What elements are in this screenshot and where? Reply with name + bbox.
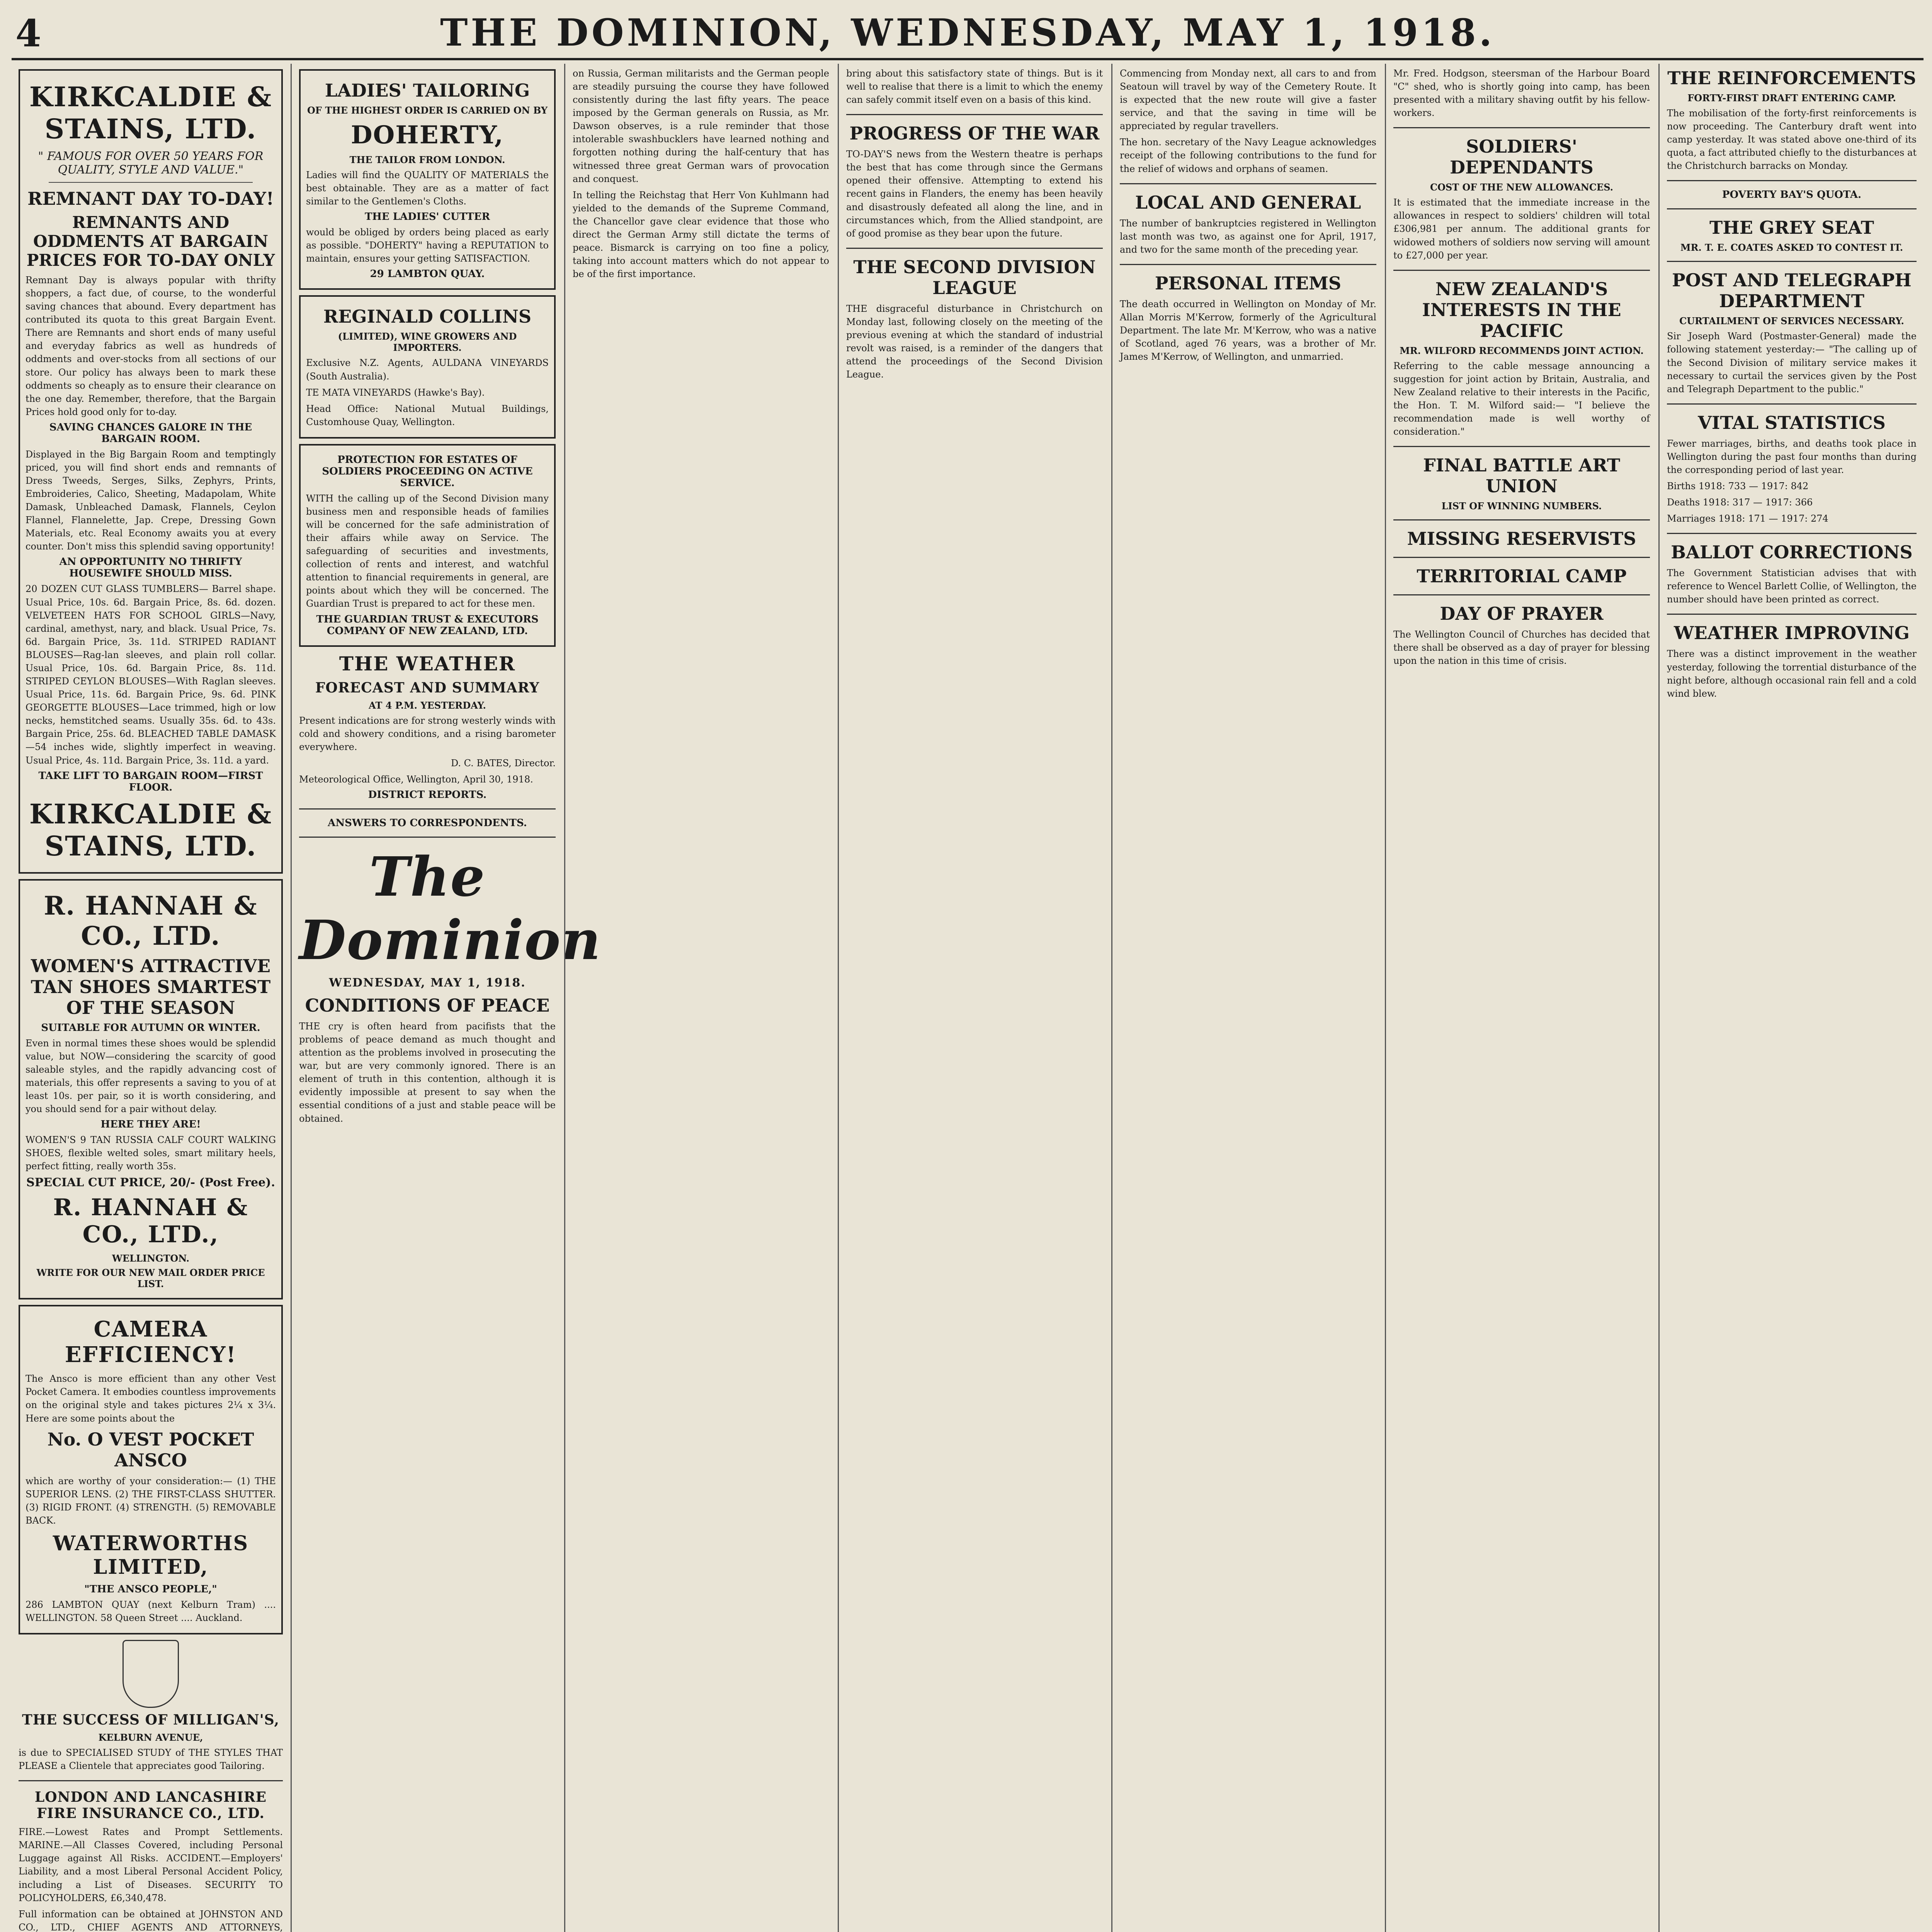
dominion-date: WEDNESDAY, MAY 1, 1918. bbox=[329, 976, 526, 990]
divider bbox=[299, 808, 556, 810]
special-price: SPECIAL CUT PRICE, 20/- (Post Free). bbox=[26, 1176, 275, 1190]
hannah-location: WELLINGTON. bbox=[112, 1253, 190, 1264]
column-3 bbox=[566, 64, 836, 1932]
waterworths-title: WATERWORTHS LIMITED, bbox=[53, 1531, 249, 1579]
column-1 bbox=[12, 64, 290, 1932]
column-rule bbox=[838, 64, 839, 1932]
reginald-collins-title: REGINALD COLLINS bbox=[323, 306, 532, 327]
reginald-collins-ad bbox=[299, 295, 556, 438]
vital-statistics-heading: VITAL STATISTICS bbox=[1698, 412, 1886, 433]
saving-heading: SAVING CHANCES GALORE IN THE BARGAIN ROOM. bbox=[49, 421, 252, 445]
doherty-body: Ladies will find the QUALITY OF MATERIALS the best obtainable. They are as a matter of fact similar to the Gentlemen's Cloths. bbox=[306, 170, 549, 207]
doherty-sub: THE TAILOR FROM LONDON. bbox=[349, 154, 505, 165]
reginald-collins-agents: Exclusive N.Z. Agents, AULDANA VINEYARDS (South Australia). bbox=[306, 357, 549, 382]
newspaper-page bbox=[12, 64, 1923, 1932]
london-lancashire-heading: LONDON AND LANCASHIRE FIRE INSURANCE CO., LTD. bbox=[34, 1789, 267, 1822]
weather-office: Meteorological Office, Wellington, April 30, 1918. bbox=[299, 774, 533, 785]
bargain-items: 20 DOZEN CUT GLASS TUMBLERS— Barrel shape. Usual Price, 10s. 6d. Bargain Price, 8s. 6d. dozen. VELVETEEN HATS FOR SCHOOL GIRLS—Navy, cardinal, amethyst, nary, and black. Usual Price, 7s. 6d. Bargain Price, 3s. 11d. STRIPED RADIANT BLOUSES—Rag-lan sleeves, and plain roll collar. Usual Price, 10s. 6d. Bargain Price, 8s. 11d. STRIPED CEYLON BLOUSES—With Raglan sleeves. Usual Price, 11s. 6d. Bargain Price, 9s. 6d. PINK GEORGETTE BLOUSES—Lace trimmed, high or low necks, hemstitched seams. Usually 35s. 6d. to 43s. Bargain Price, 25s. 6d. BLEACHED TABLE DAMASK—54 inches wide, slightly imperfect in weaving. Usual Price, 4s. 11d. Bargain Price, 3s. 11d. a yard. bbox=[26, 583, 276, 766]
vital-row: Marriages 1918: 171 — 1917: 274 bbox=[1667, 513, 1828, 524]
kirkcaldie-ad bbox=[19, 69, 283, 874]
post-telegraph-body: Sir Joseph Ward (Postmaster-General) made the following statement yesterday:— "The calling up of the Second Division of military service makes it necessary to curtail the services given by the Post and Telegraph Department to the public." bbox=[1667, 331, 1917, 395]
column-rule bbox=[1111, 64, 1112, 1932]
conditions-of-peace-body: THE cry is often heard from pacifists that the problems of peace demand as much thought and attention as the problems involved in prosecuting the war, but are very commonly ignored. There is an element of truth in this contention, although it is evidently impossible at present to say when the essential conditions of a just and stable peace will be obtained. bbox=[299, 1020, 556, 1124]
protection-heading: PROTECTION FOR ESTATES OF SOLDIERS PROCEEDING ON ACTIVE SERVICE. bbox=[322, 454, 533, 489]
kirkcaldie-title: KIRKCALDIE & STAINS, LTD. bbox=[29, 81, 272, 145]
hodgson-news: Mr. Fred. Hodgson, steersman of the Harbour Board "C" shed, who is shortly going into camp, has been presented with a military shaving outfit by his fellow-workers. bbox=[1393, 68, 1650, 119]
masthead-rule bbox=[12, 58, 1923, 60]
london-lancashire-body: FIRE.—Lowest Rates and Prompt Settlements. MARINE.—All Classes Covered, including Personal Luggage against All Risks. ACCIDENT.—Employers' Liability, and a most Liberal Personal Accident Policy, including a List of Diseases. SECURITY TO POLICYHOLDERS, £6,340,478. bbox=[19, 1827, 283, 1903]
opportunity-heading: AN OPPORTUNITY NO THRIFTY HOUSEWIFE SHOULD MISS. bbox=[59, 556, 242, 580]
milligans-heading: THE SUCCESS OF MILLIGAN'S, bbox=[22, 1712, 280, 1728]
divider bbox=[299, 837, 556, 838]
camera-points: which are worthy of your consideration:— (1) THE SUPERIOR LENS. (2) THE FIRST-CLASS SHUTTER. (3) RIGID FRONT. (4) STRENGTH. (5) REMOVABLE BACK. bbox=[26, 1475, 276, 1526]
nz-interests-heading: NEW ZEALAND'S INTERESTS IN THE PACIFIC bbox=[1422, 278, 1621, 341]
editorial-body: In telling the Reichstag that Herr Von Kuhlmann had yielded to the demands of the Supreme Command, the Chancellor gave clear evidence that those who direct the German Army still dictate the terms of peace. Bismarck is carrying on too fine a policy, taking into account matters which do not appear to be of the first importance. bbox=[573, 189, 829, 280]
camera-heading: CAMERA EFFICIENCY! bbox=[65, 1316, 237, 1368]
column-4 bbox=[839, 64, 1110, 1932]
grey-seat-heading: THE GREY SEAT bbox=[1709, 217, 1874, 238]
divider bbox=[1667, 261, 1917, 262]
reinforcements-body: The mobilisation of the forty-first reinforcements is now proceeding. The Canterbury draft went into camp yesterday. It was stated above one-third of its quota, a fact attributed chiefly to the disturbances at the Christchurch barracks on Monday. bbox=[1667, 108, 1917, 172]
ladies-cutter-heading: THE LADIES' CUTTER bbox=[364, 211, 490, 223]
day-of-prayer-body: The Wellington Council of Churches has decided that there shall be observed as a day of prayer for blessing upon the nation in this time of crisis. bbox=[1393, 629, 1650, 667]
editorial-continued: on Russia, German militarists and the German people are steadily pursuing the course they have followed consistently during the last fifty years. The peace imposed by the German generals on Russia, as Mr. Dawson observes, is a rule reminder that those intolerable swashbucklers have learned nothing and forgotten nothing during the half-century that has witnessed three great German wars of provocation and conquest. bbox=[573, 68, 829, 184]
post-telegraph-sub: CURTAILMENT OF SERVICES NECESSARY. bbox=[1679, 315, 1904, 327]
saving-body: Displayed in the Big Bargain Room and temptingly priced, you will find short ends and remnants of Dress Tweeds, Serges, Silks, Zephyrs, Prints, Embroideries, Calico, Sheeting, Madapolam, White Damask, Unbleached Damask, Flannels, Ceylon Flannel, Flannelette, Jap. Crepe, Dressing Gown Materials, etc. Real Economy awaits you at every counter. Don't miss this splendid saving opportunity! bbox=[26, 449, 276, 552]
ballot-corrections-body: The Government Statistician advises that with reference to Wencel Barlett Collie, of Wellington, the number should have been printed as correct. bbox=[1667, 568, 1917, 605]
london-lancashire-agents: Full information can be obtained at JOHNSTON AND CO., LTD., CHIEF AGENTS AND ATTORNEYS, bbox=[19, 1908, 283, 1932]
art-union-sub: LIST OF WINNING NUMBERS. bbox=[1441, 500, 1602, 512]
navy-league-news: The hon. secretary of the Navy League acknowledges receipt of the following contributions to the fund for the relief of widows and orphans of seamen. bbox=[1120, 137, 1376, 174]
protection-body: WITH the calling up of the Second Division many business men and responsible heads of families will be concerned for the safe administration of their affairs while away on Service. The safeguarding of securities and investments, collection of rents and interest, and watchful attention to financial requirements in general, are points about which they will be concerned. The Guardian Trust is prepared to act for these men. bbox=[306, 493, 549, 609]
divider bbox=[1667, 614, 1917, 615]
page-number: 4 bbox=[15, 12, 41, 55]
missing-reservists-heading: MISSING RESERVISTS bbox=[1407, 528, 1636, 549]
reginald-collins-sub: (LIMITED), WINE GROWERS AND IMPORTERS. bbox=[338, 331, 517, 354]
remnant-day-heading: REMNANT DAY TO-DAY! bbox=[27, 188, 274, 209]
hannah-title-footer: R. HANNAH & CO., LTD., bbox=[53, 1194, 248, 1248]
poverty-bay-heading: POVERTY BAY'S QUOTA. bbox=[1722, 189, 1862, 201]
te-mata-vineyards: TE MATA VINEYARDS (Hawke's Bay). bbox=[306, 387, 485, 398]
ballot-corrections-heading: BALLOT CORRECTIONS bbox=[1671, 542, 1913, 563]
doherty-title: DOHERTY, bbox=[351, 121, 504, 150]
hannah-heading: WOMEN'S ATTRACTIVE TAN SHOES SMARTEST OF THE SEASON bbox=[31, 955, 271, 1018]
reinforcements-sub: FORTY-FIRST DRAFT ENTERING CAMP. bbox=[1687, 92, 1896, 104]
day-of-prayer-heading: DAY OF PRAYER bbox=[1440, 603, 1604, 624]
hannah-ad bbox=[19, 879, 283, 1300]
milligans-crest-logo bbox=[122, 1640, 179, 1708]
weather-body: Present indications are for strong westerly winds with cold and showery conditions, and a rising barometer everywhere. bbox=[299, 715, 556, 752]
camera-ad bbox=[19, 1305, 283, 1634]
weather-time: AT 4 P.M. YESTERDAY. bbox=[369, 699, 486, 711]
grey-seat-sub: MR. T. E. COATES ASKED TO CONTEST IT. bbox=[1680, 242, 1903, 253]
column-6 bbox=[1386, 64, 1657, 1932]
dependants-sub: COST OF THE NEW ALLOWANCES. bbox=[1430, 182, 1614, 193]
remnants-heading: REMNANTS AND ODDMENTS AT BARGAIN PRICES FOR TO-DAY ONLY bbox=[26, 213, 275, 270]
weather-signature: D. C. BATES, Director. bbox=[451, 757, 556, 769]
district-reports-heading: DISTRICT REPORTS. bbox=[368, 789, 487, 801]
divider bbox=[1667, 403, 1917, 405]
doherty-ad bbox=[299, 69, 556, 290]
reinforcements-heading: THE REINFORCEMENTS bbox=[1667, 68, 1916, 88]
editorial-continued-2: bring about this satisfactory state of things. But is it well to realise that there is a limit to which the enemy can safely commit itself even on a basis of this kind. bbox=[846, 68, 1103, 105]
divider bbox=[1667, 180, 1917, 181]
waterworths-address: 286 LAMBTON QUAY (next Kelburn Tram) .... WELLINGTON. 58 Queen Street .... Auckland. bbox=[26, 1599, 276, 1623]
dominion-nameplate: The Dominion bbox=[299, 845, 602, 972]
ladies-sub: OF THE HIGHEST ORDER IS CARRIED ON BY bbox=[307, 105, 548, 116]
divider bbox=[846, 114, 1103, 115]
guardian-trust-ad bbox=[299, 444, 556, 647]
column-rule bbox=[564, 64, 565, 1932]
nz-interests-body: Referring to the cable message announcing a suggestion for joint action by Britain, Australia, and New Zealand relative to their interests in the Pacific, the Hon. T. M. Wilford said:— "I believe the recommendation made is well worthy of consideration." bbox=[1393, 360, 1650, 437]
tram-news: Commencing from Monday next, all cars to and from Seatoun will travel by way of the Cemetery Route. It is expected that the new route will give a faster service, and that the saving in time will be appreciated by regular travellers. bbox=[1120, 68, 1376, 132]
personal-items-body: The death occurred in Wellington on Monday of Mr. Allan Morris M'Kerrow, formerly of the Agricultural Department. The late Mr. M'Kerrow, who was a native of Scotland, aged 76 years, was a brother of Mr. James M'Kerrow, of Wellington, and unmarried. bbox=[1120, 298, 1376, 362]
vital-row: Deaths 1918: 317 — 1917: 366 bbox=[1667, 497, 1813, 508]
post-telegraph-heading: POST AND TELEGRAPH DEPARTMENT bbox=[1672, 270, 1912, 312]
divider bbox=[1667, 533, 1917, 534]
divider bbox=[1393, 594, 1650, 595]
divider bbox=[1393, 270, 1650, 271]
column-5 bbox=[1113, 64, 1383, 1932]
personal-items-heading: PERSONAL ITEMS bbox=[1155, 272, 1342, 294]
masthead bbox=[0, 0, 1932, 58]
dependants-body: It is estimated that the immediate increase in the allowances in respect to soldiers' children will total £306,981 per annum. The additional grants for widowed mothers of soldiers now serving will amount to £27,000 per year. bbox=[1393, 197, 1650, 261]
ansco-people: "THE ANSCO PEOPLE," bbox=[84, 1583, 217, 1595]
newspaper-title: THE DOMINION, WEDNESDAY, MAY 1, 1918. bbox=[440, 11, 1495, 54]
divider bbox=[1120, 264, 1376, 265]
vital-row: Births 1918: 733 — 1917: 842 bbox=[1667, 481, 1809, 492]
hannah-body: Even in normal times these shoes would be splendid value, but NOW—considering the scarcity of good saleable styles, and the rapidly advancing cost of materials, this offer represents a saving to you of at least 10s. per pair, so it is worth considering, and you should send for a pair without delay. bbox=[26, 1037, 276, 1114]
second-division-body: THE disgraceful disturbance in Christchurch on Monday last, following closely on the meeting of the previous evening at which the standard of industrial revolt was raised, is a reminder of the dangers that attend the proceedings of the Second Division League. bbox=[846, 303, 1103, 380]
divider bbox=[49, 182, 253, 183]
here-they-are: HERE THEY ARE! bbox=[100, 1119, 201, 1131]
nz-interests-sub: MR. WILFORD RECOMMENDS JOINT ACTION. bbox=[1400, 345, 1644, 356]
ladies-tailoring-heading: LADIES' TAILORING bbox=[325, 80, 530, 101]
lift-note: TAKE LIFT TO BARGAIN ROOM—FIRST FLOOR. bbox=[38, 770, 263, 793]
doherty-address: 29 LAMBTON QUAY. bbox=[370, 268, 485, 280]
divider bbox=[1393, 127, 1650, 128]
divider bbox=[846, 248, 1103, 249]
camera-model: No. O VEST POCKET ANSCO bbox=[47, 1429, 254, 1471]
column-rule bbox=[1385, 64, 1386, 1932]
column-rule bbox=[1658, 64, 1660, 1932]
progress-of-war-heading: PROGRESS OF THE WAR bbox=[849, 123, 1100, 144]
art-union-heading: FINAL BATTLE ART UNION bbox=[1423, 455, 1620, 497]
local-and-general-body: The number of bankruptcies registered in Wellington last month was two, as against one for April, 1917, and two for the same month of the preceding year. bbox=[1120, 218, 1376, 255]
dependants-heading: SOLDIERS' DEPENDANTS bbox=[1450, 136, 1594, 178]
progress-of-war-body: TO-DAY'S news from the Western theatre is perhaps the best that has come through since the Germans opened their offensive. Attempting to extend his recent gains in Flanders, the enemy has been heavily and disastrously defeated all along the line, and in circumstances which, from the Allied standpoint, are of good promise as they bear upon the future. bbox=[846, 149, 1103, 239]
divider bbox=[1393, 446, 1650, 447]
conditions-of-peace-heading: CONDITIONS OF PEACE bbox=[305, 995, 550, 1016]
camera-body: The Ansco is more efficient than any other Vest Pocket Camera. It embodies countless improvements on the original style and takes pictures 2¼ x 3¼. Here are some points about the bbox=[26, 1373, 276, 1424]
weather-improving-body: There was a distinct improvement in the weather yesterday, following the torrential disturbance of the night before, although occasional rain fell and a cold wind blew. bbox=[1667, 648, 1917, 699]
ladies-cutter-body: would be obliged by orders being placed as early as possible. "DOHERTY" having a REPUTATION to maintain, ensures your getting SATISFACTION. bbox=[306, 227, 549, 264]
hannah-sub: SUITABLE FOR AUTUMN OR WINTER. bbox=[41, 1022, 260, 1034]
column-rule bbox=[291, 64, 292, 1932]
divider bbox=[1393, 557, 1650, 558]
guardian-trust-title: THE GUARDIAN TRUST & EXECUTORS COMPANY OF NEW ZEALAND, LTD. bbox=[316, 613, 539, 637]
territorial-camp-heading: TERRITORIAL CAMP bbox=[1417, 566, 1627, 587]
kirkcaldie-title-footer: KIRKCALDIE & STAINS, LTD. bbox=[29, 798, 272, 862]
remnant-body: Remnant Day is always popular with thrifty shoppers, a fact due, of course, to the wonderful saving chances that abound. Every department has contributed its quota to this great Bargain Event. There are Remnants and short ends of many useful and everyday fabrics as well as hundreds of oddments and over-stocks from all sections of our store. Our policy has always been to mark these oddments so cheaply as to ensure their clearance on the one day. Remember, therefore, that the Bargain Prices hold good only for to-day. bbox=[26, 275, 276, 417]
reginald-collins-office: Head Office: National Mutual Buildings, Customhouse Quay, Wellington. bbox=[306, 403, 549, 427]
order-list-note: WRITE FOR OUR NEW MAIL ORDER PRICE LIST. bbox=[36, 1267, 265, 1290]
column-2 bbox=[292, 64, 602, 1932]
answers-heading: ANSWERS TO CORRESPONDENTS. bbox=[328, 817, 527, 829]
local-and-general-heading: LOCAL AND GENERAL bbox=[1135, 192, 1361, 213]
hannah-title: R. HANNAH & CO., LTD. bbox=[44, 890, 258, 951]
weather-improving-heading: WEATHER IMPROVING bbox=[1674, 622, 1910, 644]
milligans-address: KELBURN AVENUE, bbox=[98, 1732, 203, 1743]
second-division-heading: THE SECOND DIVISION LEAGUE bbox=[853, 256, 1096, 298]
divider bbox=[19, 1780, 283, 1781]
weather-heading: THE WEATHER bbox=[339, 652, 516, 675]
column-7 bbox=[1660, 64, 1923, 1932]
weather-sub: FORECAST AND SUMMARY bbox=[315, 679, 540, 696]
kirkcaldie-tagline: " FAMOUS FOR OVER 50 YEARS FOR QUALITY, STYLE AND VALUE." bbox=[38, 150, 264, 177]
divider bbox=[1667, 208, 1917, 209]
milligans-body: is due to SPECIALISED STUDY of THE STYLES THAT PLEASE a Clientele that appreciates good Tailoring. bbox=[19, 1747, 283, 1772]
divider bbox=[1393, 519, 1650, 520]
vital-statistics-body: Fewer marriages, births, and deaths took place in Wellington during the past four months than during the corresponding period of last year. bbox=[1667, 438, 1917, 475]
russia-shoes: WOMEN'S 9 TAN RUSSIA CALF COURT WALKING SHOES, flexible welted soles, smart military heels, perfect fitting, really worth 35s. bbox=[26, 1134, 276, 1172]
divider bbox=[1120, 183, 1376, 184]
